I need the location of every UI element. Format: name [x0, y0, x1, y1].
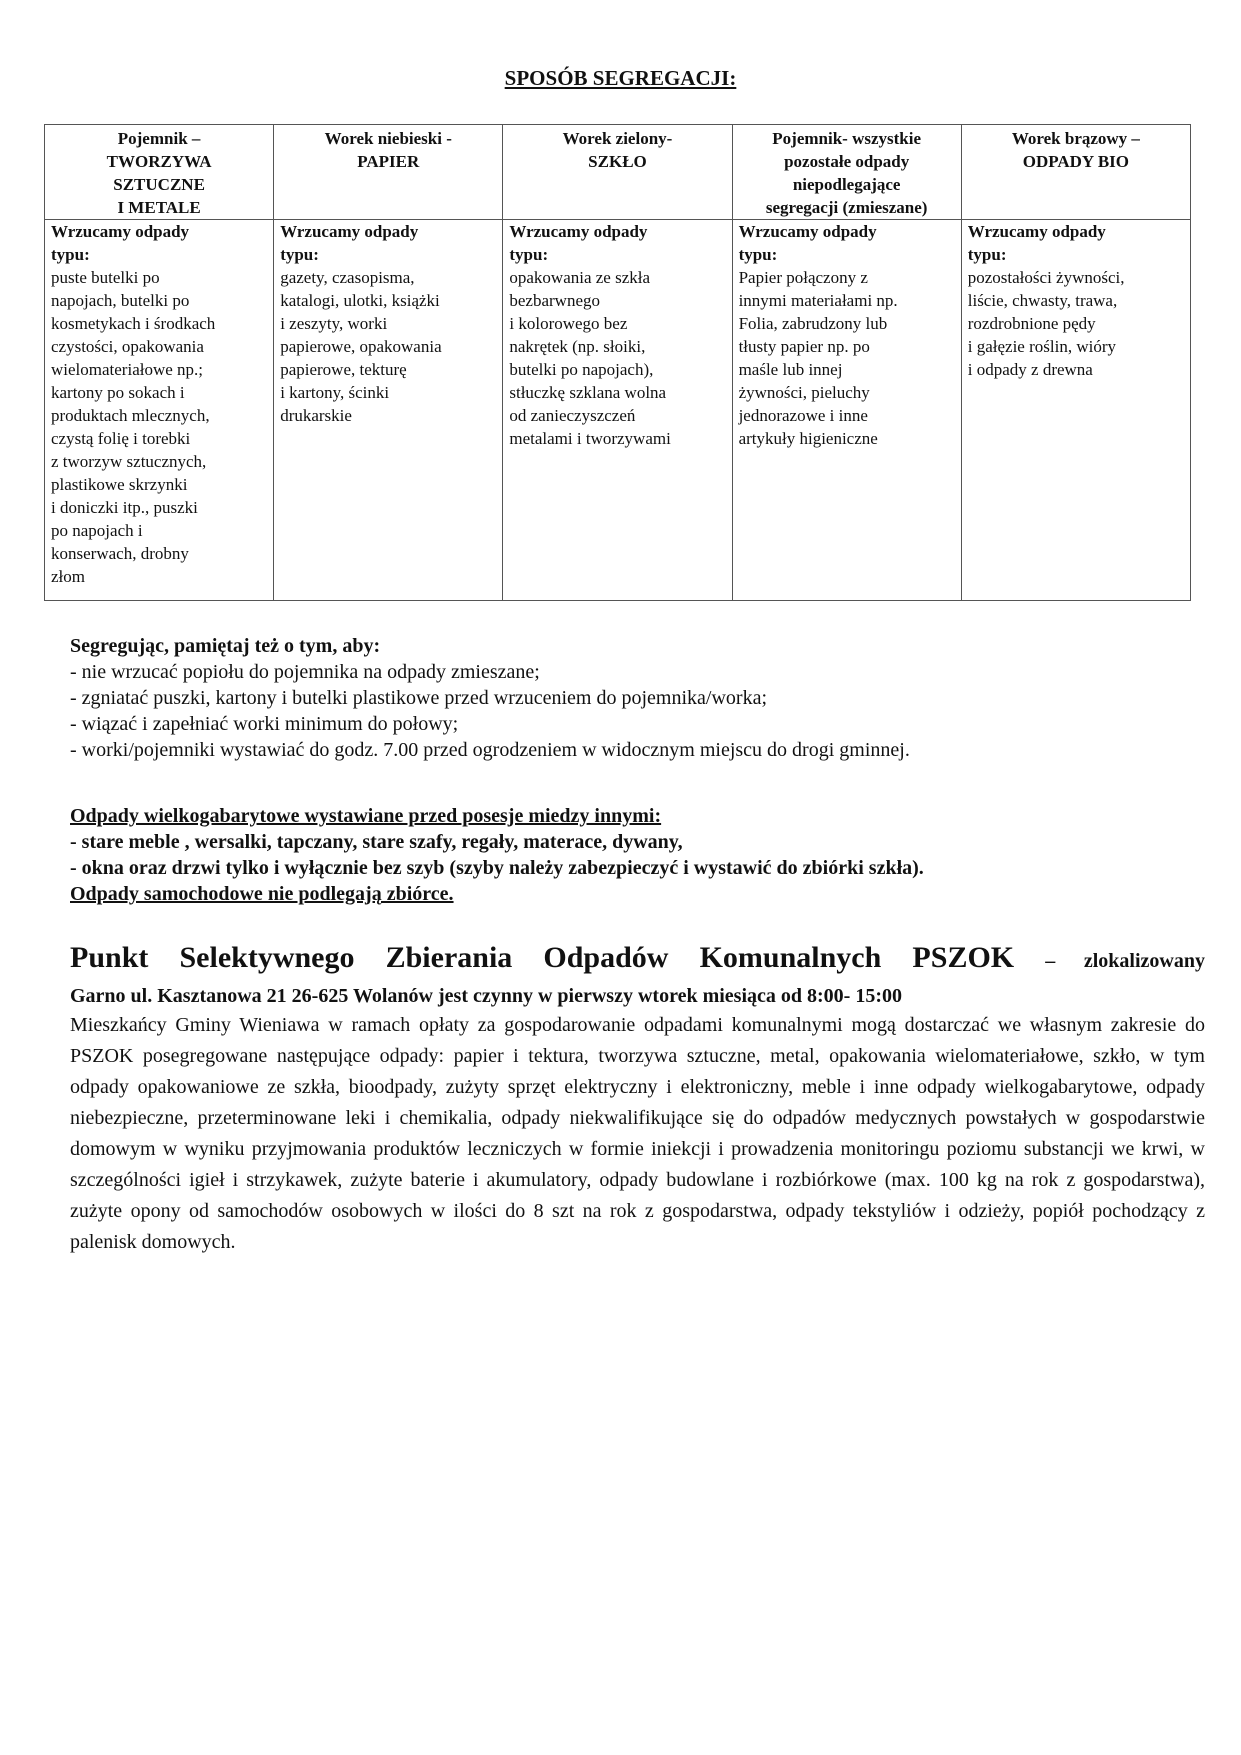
column-header-text: Pojemnik- wszystkie pozostałe odpady niepodlegające segregacji (zmieszane) [765, 129, 928, 217]
cell-mixed [732, 220, 961, 601]
segregation-table [44, 124, 1191, 601]
cell-label: Wrzucamy odpady typu: [51, 222, 190, 264]
table-row [45, 220, 1191, 601]
cell-content: puste butelki po napojach, butelki po kosmetykach i środkach czystości, opakowania wielomateriałowe np.; kartony po sokach i produktach mlecznych, czystą folię i torebki z tworzyw sztucznych, plastikowe skrzynki i doniczki itp., puszki po napojach i konserwach, drobny złom [51, 268, 216, 586]
column-header-text: Pojemnik – TWORZYWA SZTUCZNE I METALE [106, 129, 212, 217]
list-item: - worki/pojemniki wystawiać do godz. 7.00 przed ogrodzeniem w widocznym miejscu do drogi gminnej. [70, 739, 910, 761]
cell-label: Wrzucamy odpady typu: [738, 222, 877, 264]
bulky-heading: Odpady wielkogabarytowe wystawiane przed posesje miedzy innymi: [70, 805, 662, 827]
cell-content: gazety, czasopisma, katalogi, ulotki, książki i zeszyty, worki papierowe, opakowania papierowe, tekturę i kartony, ścinki drukarskie [280, 268, 442, 425]
column-header-paper [274, 125, 503, 220]
list-item: - wiązać i zapełniać worki minimum do połowy; [70, 713, 459, 735]
table-header-row [45, 125, 1191, 220]
reminders-heading: Segregując, pamiętaj też o tym, aby: [70, 635, 381, 657]
pszok-heading [70, 938, 1205, 1009]
cell-plastics-metals [45, 220, 274, 601]
cell-content: opakowania ze szkła bezbarwnego i kolorowego bez nakrętek (np. słoiki, butelki po napojach), stłuczkę szklana wolna od zanieczyszczeń metalami i tworzywami [509, 268, 671, 448]
cell-content: pozostałości żywności, liście, chwasty, trawa, rozdrobnione pędy i gałęzie roślin, wióry i odpady z drewna [967, 268, 1125, 379]
column-header-bio [961, 125, 1190, 220]
pszok-title: Punkt Selektywnego Zbierania Odpadów Komunalnych PSZOK [70, 941, 1015, 974]
list-item: - okna oraz drzwi tylko i wyłącznie bez szyb (szyby należy zabezpieczyć i wystawić do zbiórki szkła). [70, 857, 924, 879]
bulky-note: Odpady samochodowe nie podlegają zbiórce. [70, 883, 454, 905]
cell-glass [503, 220, 732, 601]
cell-label: Wrzucamy odpady typu: [509, 222, 648, 264]
cell-bio [961, 220, 1190, 601]
page-title: SPOSÓB SEGREGACJI: [504, 66, 737, 90]
column-header-mixed [732, 125, 961, 220]
cell-label: Wrzucamy odpady typu: [967, 222, 1106, 264]
column-header-glass [503, 125, 732, 220]
cell-content: Papier połączony z innymi materiałami np. Folia, zabrudzony lub tłusty papier np. po maśle lub innej żywności, pieluchy jednorazowe i inne artykuły higieniczne [738, 268, 898, 448]
column-header-text: Worek niebieski - PAPIER [324, 129, 452, 171]
column-header-plastics-metals [45, 125, 274, 220]
bulky-waste-section [70, 803, 1190, 907]
column-header-text: Worek zielony- SZKŁO [562, 129, 673, 171]
column-header-text: Worek brązowy – ODPADY BIO [1011, 129, 1140, 171]
cell-label: Wrzucamy odpady typu: [280, 222, 419, 264]
cell-paper [274, 220, 503, 601]
pszok-location: Garno ul. Kasztanowa 21 26-625 Wolanów jest czynny w pierwszy wtorek miesiąca od 8:00- 15:00 [70, 985, 902, 1007]
pszok-description: Mieszkańcy Gminy Wieniawa w ramach opłaty za gospodarowanie odpadami komunalnymi mogą dostarczać we własnym zakresie do PSZOK posegregowane następujące odpady: papier i tektura, tworzywa sztuczne, metal, opakowania wielomateriałowe, szkło, w tym odpady opakowaniowe ze szkła, bioodpady, zużyty sprzęt elektryczny i elektroniczny, meble i inne odpady wielkogabarytowe, odpady niebezpieczne, przeterminowane leki i chemikalia, odpady niekwalifikujące się do odpadów medycznych powstałych w gospodarstwie domowym w wyniku przyjmowania produktów leczniczych w formie iniekcji i prowadzenia monitoringu poziomu substancji we krwi, w szczególności igieł i strzykawek, zużyte baterie i akumulatory, odpady budowlane i rozbiórkowe (max. 100 kg na rok z gospodarstwa), zużyte opony od samochodów osobowych w ilości do 8 szt na rok z gospodarstwa, odpady tekstyliów i odzieży, popiół pochodzący z palenisk domowych. [70, 1014, 1205, 1253]
list-item: - zgniatać puszki, kartony i butelki plastikowe przed wrzuceniem do pojemnika/worka; [70, 687, 768, 709]
list-item: - stare meble , wersalki, tapczany, stare szafy, regały, materace, dywany, [70, 831, 683, 853]
list-item: - nie wrzucać popiołu do pojemnika na odpady zmieszane; [70, 661, 540, 683]
pszok-title-suffix: – zlokalizowany [1045, 950, 1205, 972]
reminders-section [70, 633, 1190, 763]
